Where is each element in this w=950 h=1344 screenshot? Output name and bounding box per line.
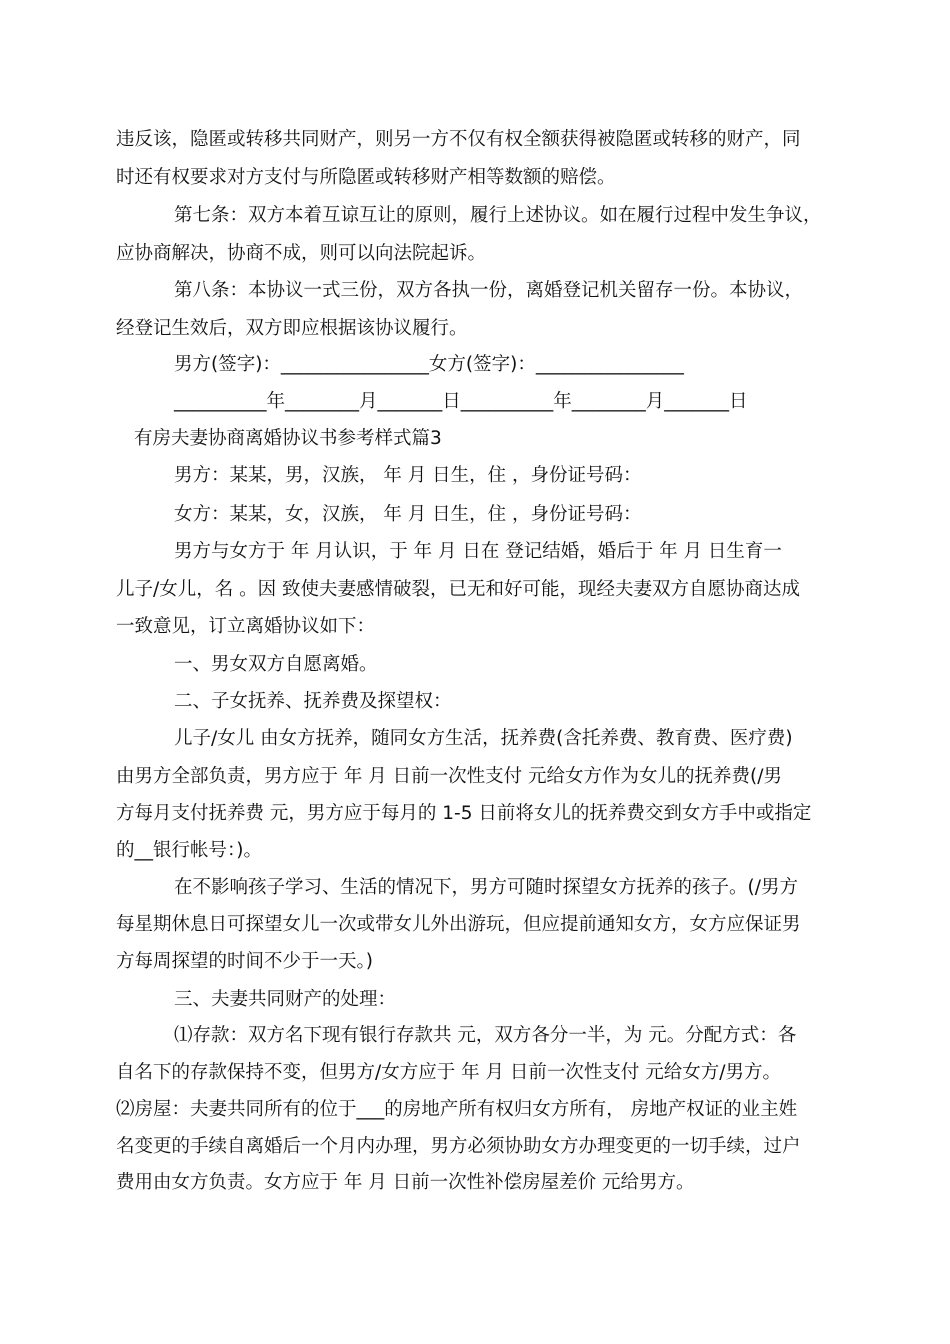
section-title: 有房夫妻协商离婚协议书参考样式篇3 (134, 428, 442, 449)
clause-heading: 二、子女抚养、抚养费及探望权： (174, 691, 452, 712)
paragraph-line: 方每月支付抚养费 元，男方应于每月的 1-5 日前将女儿的抚养费交到女方手中或指定 (116, 803, 812, 824)
paragraph-line: 一致意见，订立离婚协议如下： (116, 616, 376, 637)
paragraph-line: 男方与女方于 年 月认识，于 年 月 日在 登记结婚，婚后于 年 月 日生育一 (174, 541, 782, 562)
paragraph-line: 应协商解决，协商不成，则可以向法院起诉。 (116, 243, 487, 264)
paragraph-line: 的__银行帐号：)。 (116, 840, 262, 861)
paragraph-line: 儿子/女儿 由女方抚养，随同女方生活，抚养费(含托养费、教育费、医疗费) (174, 728, 793, 749)
paragraph-line: 由男方全部负责，男方应于 年 月 日前一次性支付 元给女方作为女儿的抚养费(/男 (116, 766, 782, 787)
paragraph-line: 自名下的存款保持不变，但男方/女方应于 年 月 日前一次性支付 元给女方/男方。 (116, 1062, 781, 1083)
clause-heading: 三、夫妻共同财产的处理： (174, 989, 397, 1010)
paragraph-line: 方每周探望的时间不少于一天。) (116, 951, 373, 972)
paragraph-line: 经登记生效后，双方即应根据该协议履行。 (116, 318, 468, 339)
paragraph-line: 违反该，隐匿或转移共同财产，则另一方不仅有权全额获得被隐匿或转移的财产，同 (116, 129, 801, 150)
paragraph-line: 儿子/女儿，名 。因 致使夫妻感情破裂，已无和好可能，现经夫妻双方自愿协商达成 (116, 579, 800, 600)
clause-heading: 一、男女双方自愿离婚。 (174, 654, 378, 675)
paragraph-line: 费用由女方负责。女方应于 年 月 日前一次性补偿房屋差价 元给男方。 (116, 1172, 695, 1193)
party-male-line: 男方：某某，男，汉族， 年 月 日生，住 ，身份证号码： (174, 465, 642, 486)
date-line: __________年________月_______日__________年________月_______日 (174, 391, 748, 412)
signature-line: 男方(签字)：________________女方(签字)：________________ (174, 354, 684, 375)
article-7-line: 第七条：双方本着互谅互让的原则，履行上述协议。如在履行过程中发生争议， (174, 205, 822, 226)
paragraph-line: 时还有权要求对方支付与所隐匿或转移财产相等数额的赔偿。 (116, 167, 616, 188)
party-female-line: 女方：某某，女，汉族， 年 月 日生，住 ，身份证号码： (174, 504, 642, 525)
paragraph-line: 每星期休息日可探望女儿一次或带女儿外出游玩，但应提前通知女方，女方应保证男 (116, 914, 801, 935)
paragraph-line: 名变更的手续自离婚后一个月内办理，男方必须协助女方办理变更的一切手续，过户 (116, 1136, 801, 1157)
paragraph-line: ⑴存款：双方名下现有银行存款共 元，双方各分一半，为 元。分配方式：各 (174, 1025, 797, 1046)
paragraph-line: 在不影响孩子学习、生活的情况下，男方可随时探望女方抚养的孩子。(/男方 (174, 877, 798, 898)
article-8-line: 第八条：本协议一式三份，双方各执一份，离婚登记机关留存一份。本协议， (174, 280, 804, 301)
paragraph-line: ⑵房屋：夫妻共同所有的位于___的房地产所有权归女方所有， 房地产权证的业主姓 (116, 1099, 798, 1120)
